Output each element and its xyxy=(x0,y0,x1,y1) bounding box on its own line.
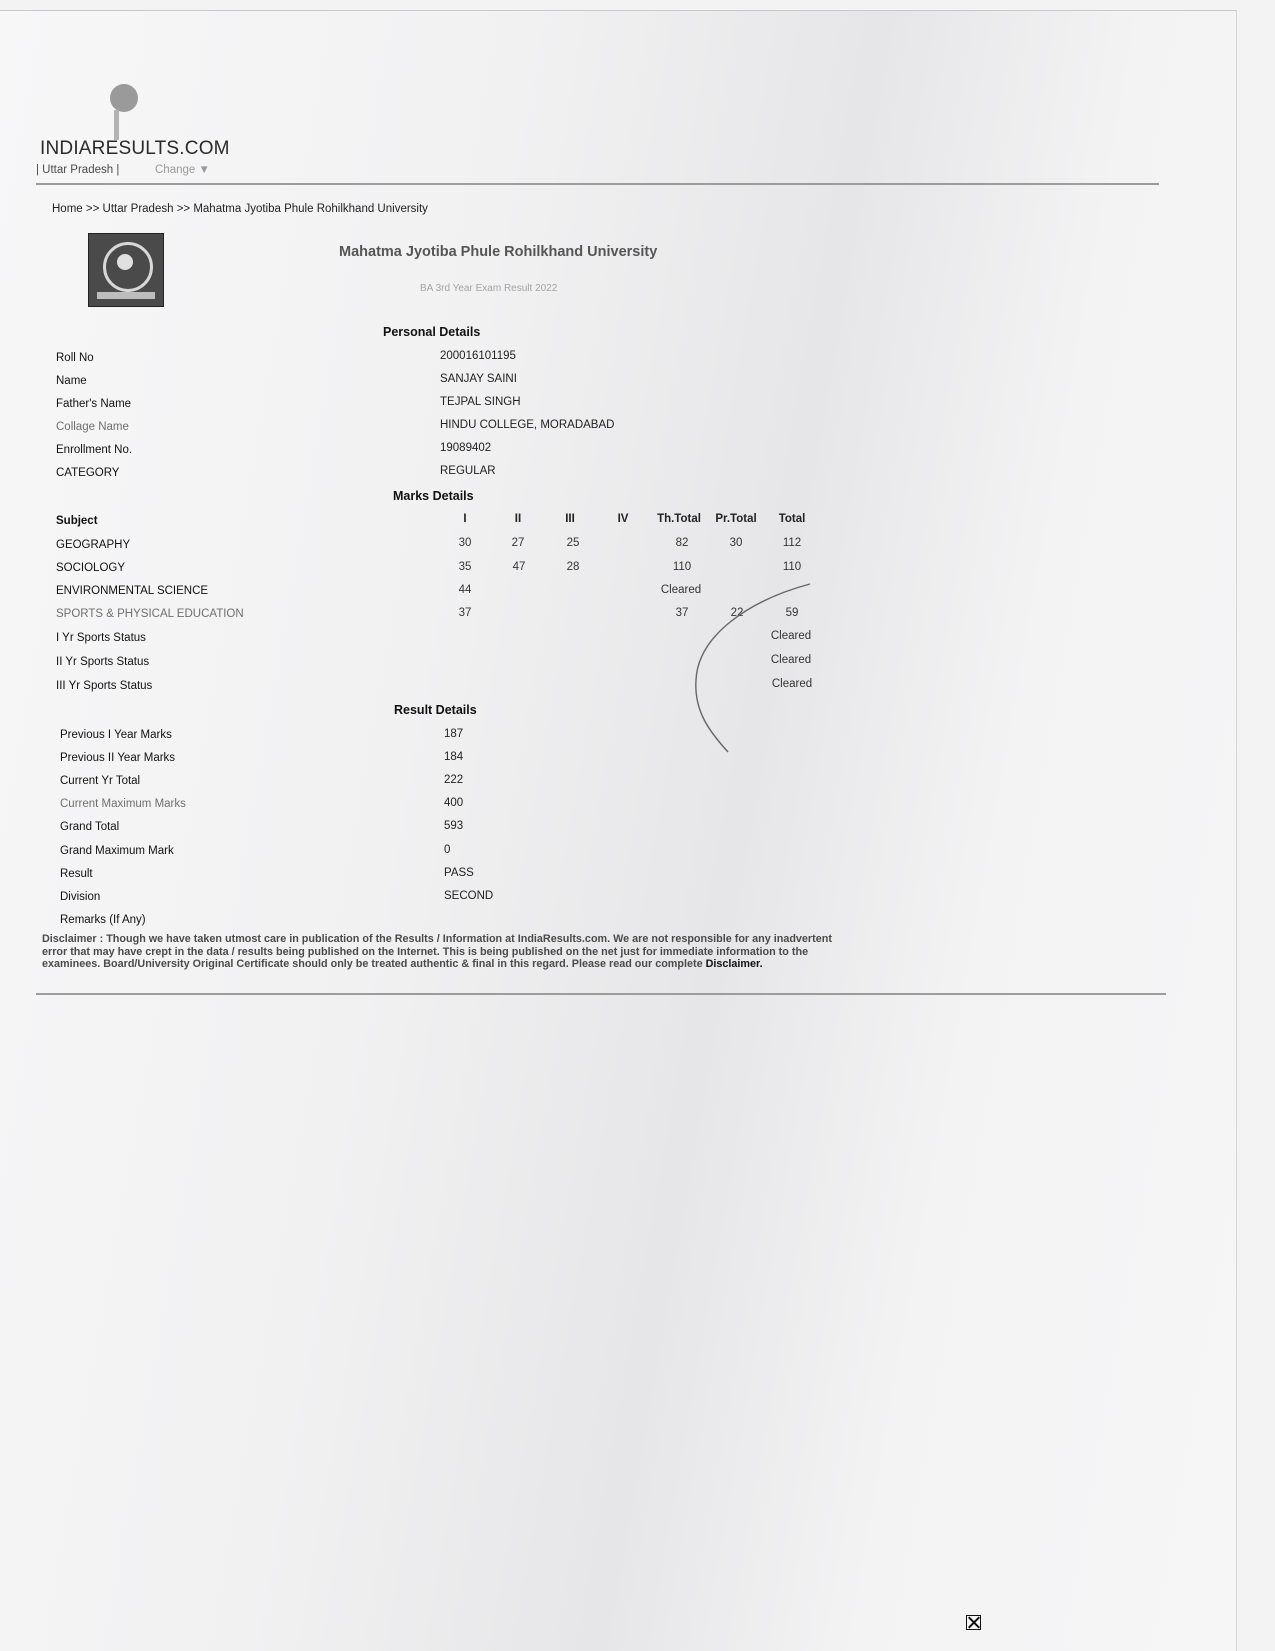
marks-subject: III Yr Sports Status xyxy=(56,680,153,692)
result-value: 187 xyxy=(444,728,464,740)
university-seal-icon xyxy=(88,233,164,307)
marks-cell: 59 xyxy=(785,607,799,619)
marks-subject: SPORTS & PHYSICAL EDUCATION xyxy=(56,608,244,620)
breadcrumb xyxy=(52,203,428,215)
marks-cell: 22 xyxy=(730,607,744,619)
pen-mark xyxy=(690,580,820,760)
result-label: Division xyxy=(60,891,101,903)
breadcrumb-state[interactable]: Uttar Pradesh xyxy=(102,203,174,215)
marks-cell: Cleared xyxy=(660,584,702,596)
result-value: SECOND xyxy=(444,890,494,902)
marks-header: Total xyxy=(778,513,806,525)
marks-cell: Cleared xyxy=(771,678,813,690)
personal-details-heading: Personal Details xyxy=(383,325,481,339)
marks-header-subject: Subject xyxy=(56,515,98,527)
result-value: 0 xyxy=(444,844,451,856)
marks-cell: Cleared xyxy=(770,630,812,642)
breadcrumb-home[interactable]: Home xyxy=(52,203,83,215)
result-value: PASS xyxy=(444,867,474,879)
personal-label: Enrollment No. xyxy=(56,444,133,456)
personal-label: Father's Name xyxy=(56,398,132,410)
personal-value: SANJAY SAINI xyxy=(440,373,517,385)
result-label: Result xyxy=(60,868,93,880)
personal-label: Roll No xyxy=(56,352,94,364)
marks-cell: 30 xyxy=(458,537,472,549)
personal-value: 19089402 xyxy=(440,442,492,454)
marks-cell: Cleared xyxy=(770,654,812,666)
state-label: | Uttar Pradesh | xyxy=(36,164,120,176)
change-state-link[interactable]: Change ▼ xyxy=(155,164,210,176)
result-label: Current Maximum Marks xyxy=(60,798,186,810)
result-value: 184 xyxy=(444,751,464,763)
result-value: 593 xyxy=(444,820,464,832)
marks-cell: 37 xyxy=(458,607,472,619)
result-label: Previous II Year Marks xyxy=(60,752,176,764)
close-icon[interactable] xyxy=(966,1615,981,1630)
marks-cell: 37 xyxy=(675,607,689,619)
breadcrumb-separator: >> xyxy=(176,203,191,215)
personal-value: 200016101195 xyxy=(440,350,516,362)
marks-cell: 110 xyxy=(672,561,692,573)
personal-label: Name xyxy=(56,375,87,387)
result-value: 400 xyxy=(444,797,464,809)
marks-cell: 25 xyxy=(566,537,580,549)
marks-cell: 44 xyxy=(458,584,472,596)
result-label: Previous I Year Marks xyxy=(60,729,172,741)
header-divider xyxy=(36,183,1159,185)
marks-cell: 28 xyxy=(566,561,580,573)
result-value: 222 xyxy=(444,774,464,786)
marks-subject: SOCIOLOGY xyxy=(56,562,126,574)
marks-header: Th.Total xyxy=(657,513,701,525)
personal-label: Collage Name xyxy=(56,421,129,433)
marks-header: II xyxy=(514,513,522,525)
marks-subject: II Yr Sports Status xyxy=(56,656,150,668)
disclaimer-link[interactable]: Disclaimer. xyxy=(705,958,763,970)
logo-stem xyxy=(114,110,119,140)
result-label: Current Yr Total xyxy=(60,775,141,787)
logo-icon xyxy=(110,84,138,112)
result-label: Grand Total xyxy=(60,821,120,833)
marks-cell: 35 xyxy=(458,561,472,573)
marks-header: IV xyxy=(617,513,629,525)
marks-cell: 110 xyxy=(782,561,802,573)
marks-subject: I Yr Sports Status xyxy=(56,632,146,644)
marks-subject: ENVIRONMENTAL SCIENCE xyxy=(56,585,209,597)
marks-cell: 82 xyxy=(675,537,689,549)
marks-header: I xyxy=(463,513,467,525)
marks-cell: 27 xyxy=(511,537,525,549)
marks-details-heading: Marks Details xyxy=(393,489,474,503)
marks-header: Pr.Total xyxy=(715,513,757,525)
marks-cell: 112 xyxy=(782,537,802,549)
page-title: Mahatma Jyotiba Phule Rohilkhand University xyxy=(339,244,658,260)
personal-value: REGULAR xyxy=(440,465,496,477)
disclaimer-body: Disclaimer : Though we have taken utmost care in publication of the Results / Information at IndiaResults.com. We are not responsible for any inadvertent error that may have crept in the data / results being published on the Internet. This is being published on the net just for immediate information to the examinees. Board/University Original Certificate should only be treated authentic & final in this regard. Please read our complete xyxy=(42,933,832,970)
marks-cell: 30 xyxy=(729,537,743,549)
result-details-heading: Result Details xyxy=(394,703,477,717)
marks-header: III xyxy=(565,513,575,525)
personal-value: TEJPAL SINGH xyxy=(440,396,521,408)
result-label: Grand Maximum Mark xyxy=(60,845,174,857)
page-subtitle: BA 3rd Year Exam Result 2022 xyxy=(420,283,558,294)
marks-cell: 47 xyxy=(512,561,526,573)
personal-label: CATEGORY xyxy=(56,467,120,479)
disclaimer-text xyxy=(42,933,842,971)
breadcrumb-university[interactable]: Mahatma Jyotiba Phule Rohilkhand University xyxy=(193,203,428,215)
footer-divider xyxy=(36,993,1166,995)
result-label: Remarks (If Any) xyxy=(60,914,146,926)
marks-subject: GEOGRAPHY xyxy=(56,539,131,551)
personal-value: HINDU COLLEGE, MORADABAD xyxy=(440,419,615,431)
breadcrumb-separator: >> xyxy=(85,203,100,215)
site-logo[interactable]: INDIARESULTS.COM xyxy=(40,138,230,159)
